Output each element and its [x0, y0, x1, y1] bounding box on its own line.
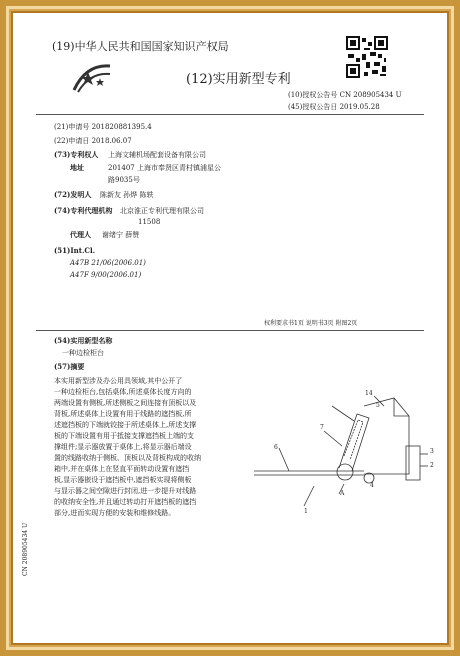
abstract-label: (57)摘要 [54, 362, 85, 371]
title-label: (54)实用新型名称 [54, 336, 113, 345]
abstract-line: 本实用新型涉及办公用具领域,其中公开了 [54, 377, 183, 385]
ipc-class-2: A47F 9/00(2006.01) [70, 271, 142, 279]
ipc-class-1: A47B 21/06(2006.01) [70, 259, 146, 267]
abstract-line: 的收纳安全性,并且通过转动打开遮挡板的遮挡 [54, 498, 197, 506]
figure-label-3: 3 [430, 448, 434, 455]
publication-date: (45)授权公告日 2019.05.28 [288, 103, 380, 111]
abstract-line: 板的下端设置有用于抵接支撑遮挡板上端的支 [54, 432, 194, 440]
patentee-label: (73)专利权人 [54, 150, 99, 159]
abstract-line: 与显示器之间空隙进行封闭,进一步提升对线路 [54, 487, 197, 495]
divider [36, 330, 424, 331]
document-type: (12)实用新型专利 [186, 72, 291, 87]
filing-date: (22)申请日 2018.06.07 [54, 137, 132, 145]
agent-value: 谢绪宁 薛赞 [102, 231, 140, 239]
ipc-label: (51)Int.Cl. [54, 246, 96, 255]
agency-value: 北京淮正专利代理有限公司 [120, 207, 204, 215]
patentee-value: 上海文辅机场配套设备有限公司 [108, 151, 206, 159]
page-counts: 权利要求书1页 说明书3页 附图2页 [264, 320, 358, 327]
qr-code-icon [346, 36, 388, 78]
figure-label-6: 6 [274, 444, 278, 451]
agent-label: 代理人 [70, 230, 91, 239]
address-label: 地址 [70, 163, 84, 172]
abstract-line: 两端设置有侧板,所述侧板之间连接有顶板以及 [54, 399, 197, 407]
abstract-line: 述遮挡板的下端就铰接于所述桌体上,所述支撑 [54, 421, 197, 429]
patent-page [16, 16, 444, 640]
figure-label-2: 2 [430, 462, 434, 469]
cnipa-logo-icon [70, 60, 114, 96]
utility-model-title: 一种边检柜台 [62, 349, 104, 357]
inventors-value: 陈新友 孙烨 陈轶 [100, 191, 154, 199]
figure-label-1: 1 [304, 508, 308, 515]
figure-label-7: 7 [320, 424, 324, 431]
address-line-2: 路9035号 [108, 176, 140, 184]
abstract-line: 箱中,并在桌体上在竖直平面转动设置有遮挡 [54, 465, 190, 473]
abstract-line: 一种边检柜台,包括桌体,所述桌体长度方向的 [54, 388, 192, 396]
patent-drawing [244, 376, 434, 516]
address-line-1: 201407 上海市奉贤区青村镇浦星公 [108, 164, 221, 172]
abstract-line: 部分,进而实现方便的安装和维修线路。 [54, 509, 176, 517]
side-publication-code: CN 208905434 U [22, 522, 29, 576]
abstract-text [54, 376, 244, 519]
figure-label-4: 4 [370, 482, 374, 489]
office-name: (19)中华人民共和国国家知识产权局 [52, 40, 229, 53]
figure-label-a: A [340, 490, 345, 497]
abstract-line: 撑组件;显示器放置于桌体上,将显示器后端设 [54, 443, 192, 451]
inventors-label: (72)发明人 [54, 190, 92, 199]
abstract-line: 板,显示器嵌设于遮挡板中,遮挡板实现将侧板 [54, 476, 192, 484]
abstract-line: 置的线路收纳于侧板、顶板以及背板构成的收纳 [54, 454, 201, 462]
figure-label-5: 5 [376, 402, 380, 409]
abstract-line: 背板,所述桌体上设置有用于线路的遮挡板,所 [54, 410, 192, 418]
agency-label: (74)专利代理机构 [54, 206, 113, 215]
application-number: (21)申请号 201820881395.4 [54, 123, 152, 131]
figure-label-14: 14 [365, 390, 373, 397]
publication-number: (10)授权公告号 CN 208905434 U [288, 91, 402, 99]
agency-code: 11508 [138, 218, 161, 226]
divider [36, 114, 424, 115]
